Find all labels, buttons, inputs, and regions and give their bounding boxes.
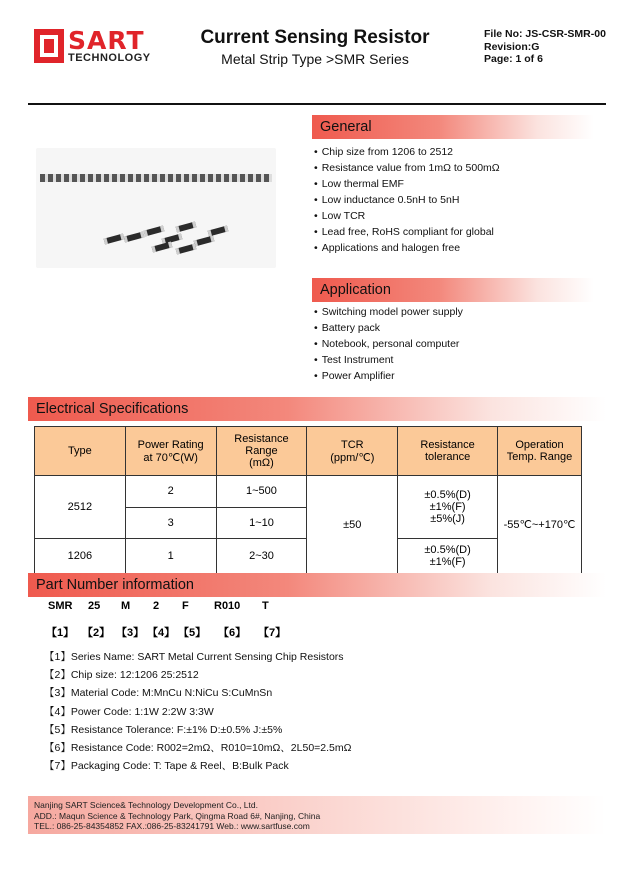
list-item: • Chip size from 1206 to 2512	[314, 144, 500, 160]
general-list	[314, 144, 500, 256]
logo-mark-icon	[34, 29, 64, 63]
resistor-chip	[144, 226, 165, 237]
resistor-chip	[152, 242, 173, 253]
list-item: • Low TCR	[314, 208, 500, 224]
legend-line: 【1】Series Name: SART Metal Current Sensing Chip Resistors	[44, 651, 344, 663]
code-material: M	[121, 600, 131, 612]
list-item: • Lead free, RoHS compliant for global	[314, 224, 500, 240]
legend-line: 【6】Resistance Code: R002=2mΩ、R010=10mΩ、2L50=2.5mΩ	[44, 742, 352, 755]
electrical-heading: Electrical Specifications	[28, 397, 606, 421]
header-power-rating: Power Rating at 70℃(W)	[125, 427, 216, 476]
logo-subtitle: TECHNOLOGY	[68, 52, 151, 64]
file-number: File No: JS-CSR-SMR-00	[484, 28, 606, 40]
index-label: 【1】	[46, 627, 75, 639]
list-item: • Power Amplifier	[314, 368, 463, 384]
code-power: 2	[153, 600, 160, 612]
legend-line: 【3】Material Code: M:MnCu N:NiCu S:CuMnSn	[44, 687, 273, 700]
application-heading: Application	[312, 278, 594, 302]
company-footer	[28, 796, 606, 834]
resistor-chip	[124, 232, 145, 243]
code-chip-size: 25	[88, 600, 101, 612]
index-label: 【3】	[116, 627, 145, 639]
resistor-chip	[104, 234, 125, 245]
index-label: 【5】	[178, 627, 207, 639]
list-item: • Applications and halogen free	[314, 240, 500, 256]
cell-power: 1	[125, 539, 216, 574]
part-number-legend	[44, 648, 352, 775]
table-row	[35, 476, 582, 508]
list-item: • Resistance value from 1mΩ to 500mΩ	[314, 160, 500, 176]
tape-reel-strip	[40, 174, 272, 182]
footer-contact: TEL.: 086-25-84354852 FAX.:086-25-83241791 Web.: www.sartfuse.com	[34, 821, 310, 831]
general-heading: General	[312, 115, 594, 139]
index-label: 【6】	[218, 627, 247, 639]
revision: Revision:G	[484, 40, 540, 53]
code-series: SMR	[48, 600, 73, 612]
index-label: 【7】	[258, 627, 287, 639]
header-divider	[28, 103, 606, 105]
list-item: • Low inductance 0.5nH to 5nH	[314, 192, 500, 208]
company-logo	[34, 28, 151, 64]
legend-line: 【5】Resistance Tolerance: F:±1% D:±0.5% J:±5%	[44, 723, 283, 736]
cell-range: 1~500	[216, 476, 307, 508]
logo-brand: SART	[68, 26, 145, 55]
document-title	[190, 27, 440, 67]
page-subtitle: Metal Strip Type >SMR Series	[221, 51, 409, 67]
list-item: • Battery pack	[314, 320, 463, 336]
code-packaging: T	[262, 600, 269, 612]
header-tolerance: Resistance tolerance	[398, 427, 498, 476]
cell-tolerance: ±0.5%(D) ±1%(F) ±5%(J)	[398, 476, 498, 539]
code-tolerance: F	[182, 600, 189, 612]
cell-tolerance: ±0.5%(D) ±1%(F)	[398, 539, 498, 574]
header-operation-temp: Operation Temp. Range	[498, 427, 582, 476]
resistor-chip	[208, 226, 229, 237]
product-photo	[36, 148, 276, 268]
page-number: Page: 1 of 6	[484, 53, 543, 65]
footer-address: ADD.: Maqun Science & Technology Park, Qingma Road 6#, Nanjing, China	[34, 810, 321, 821]
cell-type: 2512	[35, 476, 126, 539]
footer-company: Nanjing SART Science& Technology Development Co., Ltd.	[34, 800, 258, 810]
list-item: • Switching model power supply	[314, 304, 463, 320]
index-label: 【4】	[147, 627, 176, 639]
resistor-chip	[176, 244, 197, 255]
code-resistance: R010	[214, 600, 241, 612]
cell-range: 1~10	[216, 507, 307, 539]
page-title: Current Sensing Resistor	[200, 27, 430, 48]
cell-power: 3	[125, 507, 216, 539]
legend-line: 【4】Power Code: 1:1W 2:2W 3:3W	[44, 705, 214, 718]
cell-tcr: ±50	[307, 476, 398, 574]
resistor-chip	[194, 236, 215, 247]
list-item: • Low thermal EMF	[314, 176, 500, 192]
header-type: Type	[35, 427, 126, 476]
legend-line: 【7】Packaging Code: T: Tape & Reel、B:Bulk Pack	[44, 760, 289, 773]
part-number-heading: Part Number information	[28, 573, 606, 597]
list-item: • Test Instrument	[314, 352, 463, 368]
legend-line: 【2】Chip size: 12:1206 25:2512	[44, 669, 199, 682]
header-tcr: TCR (ppm/℃)	[307, 427, 398, 476]
cell-operation-temp: -55℃~+170℃	[498, 476, 582, 574]
table-header-row	[35, 427, 582, 476]
resistor-chip	[176, 222, 197, 233]
cell-power: 2	[125, 476, 216, 508]
list-item: • Notebook, personal computer	[314, 336, 463, 352]
electrical-spec-table	[34, 426, 582, 574]
application-list	[314, 304, 463, 384]
cell-range: 2~30	[216, 539, 307, 574]
cell-type: 1206	[35, 539, 126, 574]
index-label: 【2】	[82, 627, 111, 639]
header-resistance-range: Resistance Range (mΩ)	[216, 427, 307, 476]
file-info	[484, 28, 606, 66]
